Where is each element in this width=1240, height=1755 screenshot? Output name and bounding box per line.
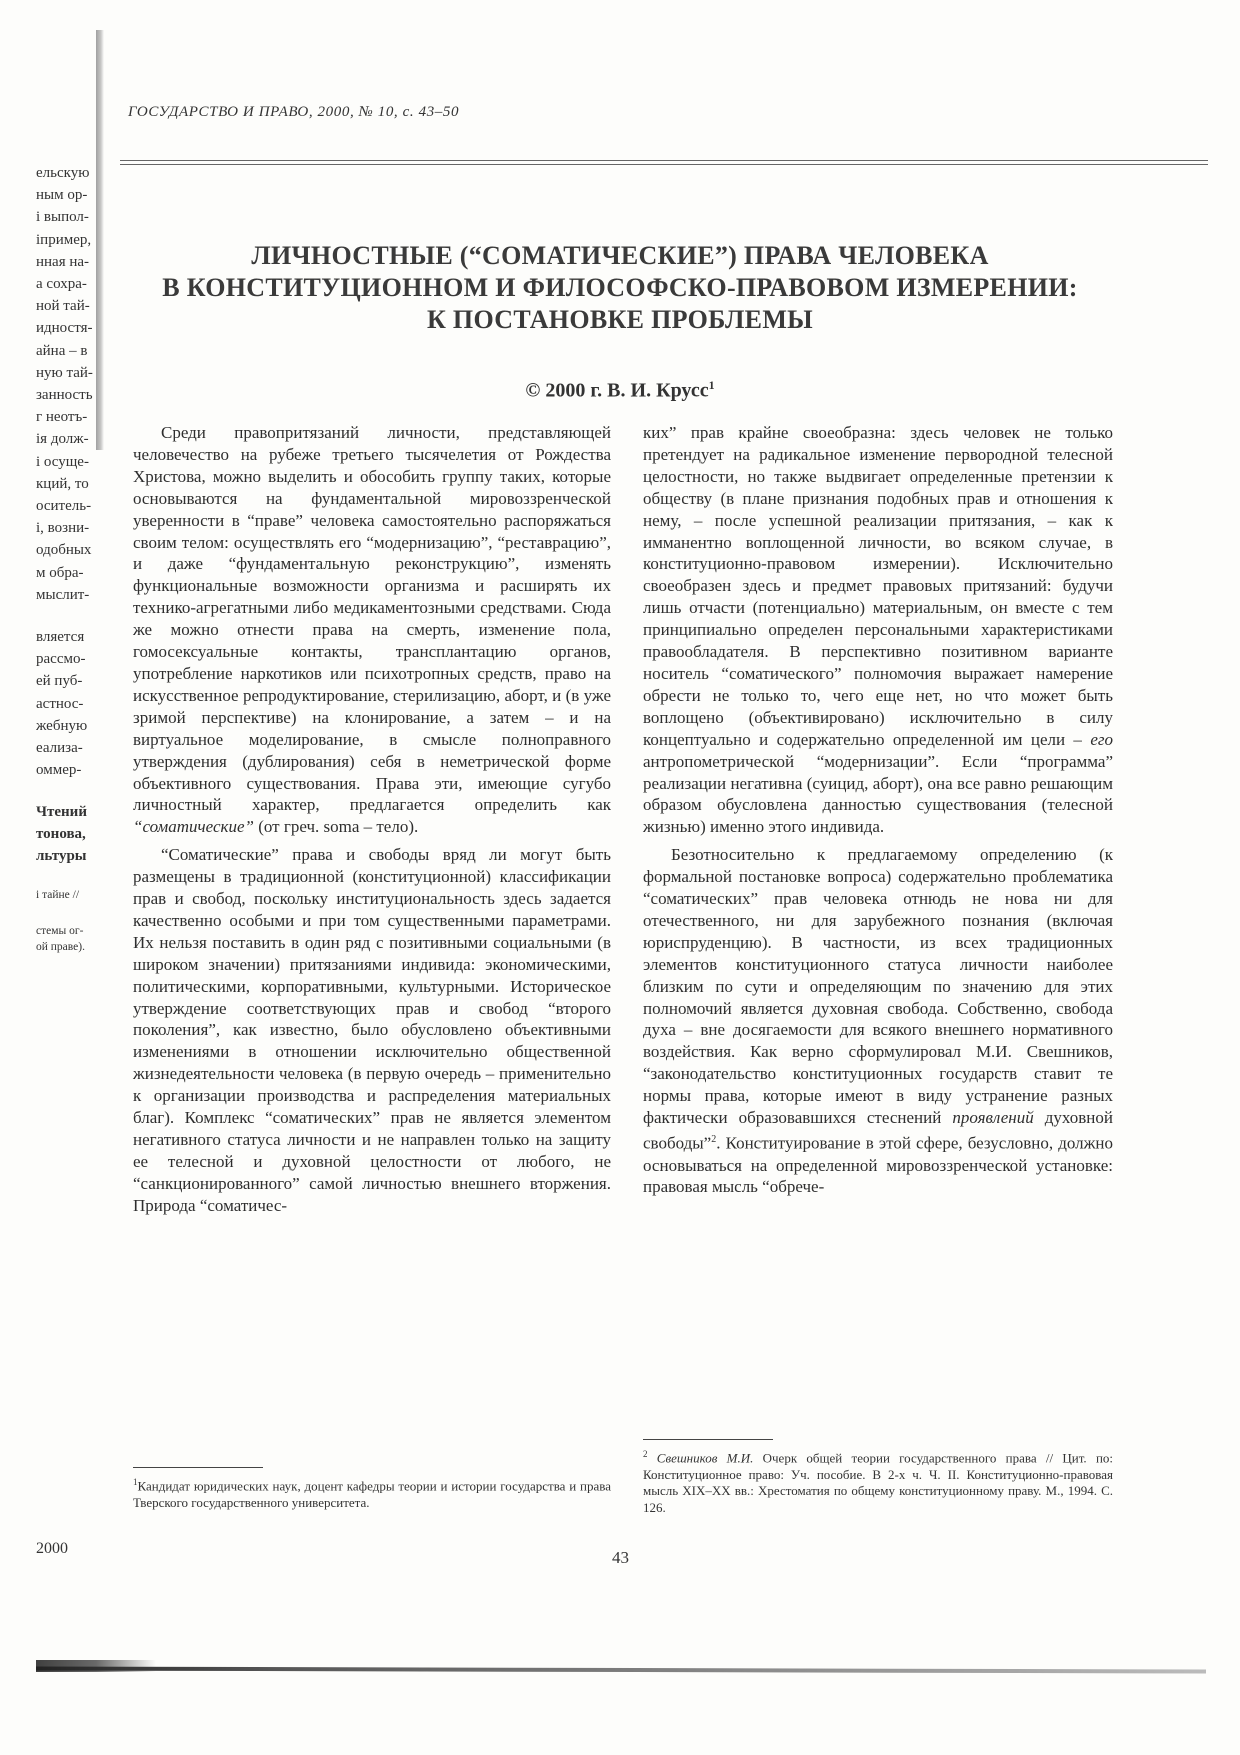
margin-fragment-line: ным ор- xyxy=(36,187,88,204)
margin-fragment-line: еализа- xyxy=(36,740,83,757)
margin-fragment-line: і выпол- xyxy=(36,209,89,226)
right-column xyxy=(643,422,1113,1198)
margin-fragment-group-2 xyxy=(36,626,106,781)
title-line-1: ЛИЧНОСТНЫЕ (“СОМАТИЧЕСКИЕ”) ПРАВА ЧЕЛОВЕКА xyxy=(251,241,989,270)
header-rule xyxy=(120,160,1208,168)
margin-fragment-line: а сохра- xyxy=(36,276,87,293)
margin-fragment-line: ной тай- xyxy=(36,298,90,315)
margin-fragment-line: ей пуб- xyxy=(36,673,83,690)
right-paragraph-2 xyxy=(643,844,1113,1198)
margin-fragment-line: ія долж- xyxy=(36,431,89,448)
left-p1-text-end: (от греч. soma – тело). xyxy=(253,817,419,837)
margin-fragment-line: і тайне // xyxy=(36,889,80,902)
footnote-1-text: Кандидат юридических наук, доцент кафедры теории и истории государства и права Тверского государственного университета. xyxy=(133,1478,611,1510)
left-column xyxy=(133,422,611,1217)
margin-fragment-line: м обра- xyxy=(36,564,84,581)
page-number: 43 xyxy=(612,1548,629,1567)
margin-fragment-line: ную тай- xyxy=(36,364,93,381)
left-paragraph-2: “Соматические” права и свободы вряд ли могут быть размещены в традиционной (конституционной) классификации прав и свобод, поскольку институциональность здесь задается качественно особыми и при том существенными параметрами. Их нельзя поставить в один ряд с позитивными социальными (в широком значении) притязаниями индивида: экономическими, политическими, корпоративными, культурными. Историческое утверждение соответствующих прав и свобод “второго поколения”, как известно, было обусловлено объективными изменениями в отношении исключительно общественной жизнедеятельности человека (в первую очередь – применительно к организации производства и распределения материальных благ). Комплекс “соматических” прав не является элементом негативного статуса личности и не направлен только на защиту ее телесной и духовной целостности от любого, не “санкционированного” самой личностью внешнего вторжения. Природа “соматичес- xyxy=(133,845,611,1215)
title-line-3: К ПОСТАНОВКЕ ПРОБЛЕМЫ xyxy=(426,305,813,334)
margin-fragment-line: занность xyxy=(36,387,93,404)
margin-fragment-line: г неотъ- xyxy=(36,409,88,426)
right-p1-italic: его xyxy=(1090,729,1113,749)
left-paragraph-1 xyxy=(133,422,611,838)
margin-fragment-line: вляется xyxy=(36,629,85,646)
article-title xyxy=(120,240,1120,336)
margin-fragment-line: ой праве). xyxy=(36,941,85,954)
running-head: ГОСУДАРСТВО И ПРАВО, 2000, № 10, с. 43–50 xyxy=(128,104,460,120)
margin-fragment-line: одобных xyxy=(36,542,92,559)
margin-fragment-line: ельскую xyxy=(36,165,90,181)
margin-fragment-line: жебную xyxy=(36,717,88,734)
margin-fragment-line: кций, то xyxy=(36,475,89,492)
margin-fragment-line: льтуры xyxy=(36,848,87,865)
margin-fragment-bold xyxy=(36,801,106,867)
footnote-rule-right xyxy=(643,1439,773,1440)
footnote-rule-left xyxy=(133,1467,263,1468)
left-margin-fragments xyxy=(36,162,106,955)
byline-text: © 2000 г. В. И. Крусс xyxy=(525,379,709,402)
left-p1-text: Среди правопритязаний личности, представляющей человечество на рубеже третьего тысячелетия от Рождества Христова, можно выделить и обособить группу таких, которые основываются на фундаментальной мировоззренческой уверенности в “праве” человека самостоятельно распоряжаться своим телом: осуществлять его “модернизацию”, “реставрацию”, и даже “фундаментальную реконструкцию”, изменять функциональные возможности организма и расширять их технико-агрегатными либо медикаментозными средствами. Сюда же можно отнести права на смерть, изменение пола, гомосексуальные контакты, трансплантацию органов, употребление наркотиков или психотропных средств, право на искусственное репродуктирование, стерилизацию, аборт, и (в уже зримой перспективе) на клонирование, а затем – и на виртуальное моделирование, в смысле полноправного утверждения (дублирования) себя в неметрической форме объективного существования. Права эти, имеющие сугубо личностный характер, предлагается определить как xyxy=(133,423,611,815)
right-p2-text-mid: духовной свободы” xyxy=(643,1108,1114,1153)
margin-fragment-line: айна – в xyxy=(36,342,88,359)
right-p2-italic: проявлений xyxy=(952,1108,1034,1128)
footnote-1 xyxy=(133,1474,611,1511)
margin-year: 2000 xyxy=(36,1540,68,1557)
right-p2-text: Безотносительно к предлагаемому определению (к формальной постановке вопроса) содержательно проблематика “соматических” прав человека отнюдь не нова ни для отечественного, ни для зарубежного познания (включая юриспруденцию). В частности, из всех традиционных элементов конституционного статуса личности наиболее близким по сути и определяющим по значению для этих полномочий является духовная свобода. Собственно, свобода духа – вне досягаемости для всякого внешнего нормативного воздействия. Как верно сформулировал М.И. Свешников, “законодательство конституционных государств ставит те нормы права, которые имеют в виду устранение разных фактически образовавшихся стеснений xyxy=(643,845,1113,1128)
margin-fragment-line: оммер- xyxy=(36,762,82,779)
scan-bottom-edge xyxy=(36,1666,1206,1673)
footnote-1-mark: 1 xyxy=(133,1477,138,1487)
margin-fragment-line: стемы ог- xyxy=(36,925,84,938)
footnote-2-author: Свешников М.И. xyxy=(656,1450,754,1466)
margin-fragment-line: рассмо- xyxy=(36,651,86,668)
margin-fragment-line: нная на- xyxy=(36,253,90,270)
footnote-2-mark: 2 xyxy=(643,1449,648,1459)
margin-fragment-small-2 xyxy=(36,923,106,955)
margin-fragment-line: і, возни- xyxy=(36,520,90,537)
margin-fragment-small xyxy=(36,887,106,903)
margin-fragment-line: і осуще- xyxy=(36,453,89,470)
margin-fragment-line: оситель- xyxy=(36,498,92,515)
right-paragraph-1 xyxy=(643,422,1113,838)
margin-fragment-line: тонова, xyxy=(36,826,86,843)
right-p2-text-end: . Конституирование в этой сфере, безусловно, должно основываться на определенной мировоззренческой установке: правовая мысль “обрече- xyxy=(643,1133,1113,1197)
footnote-2-text: Очерк общей теории государственного права // Цит. по: Конституционное право: Уч. пособие. В 2-х ч. Ч. II. Конституционно-правовая мысль XIX–XX вв.: Хрестоматия по общему конституционному праву. М., 1994. С. 126. xyxy=(643,1450,1114,1515)
byline-note-mark: 1 xyxy=(708,378,715,392)
right-p1-text-end: антропометрической “модернизации”. Если “программа” реализации негативна (суицид, аборт), она все равно решающим образом обусловлена данностью существования (телесной жизнью) именно этого индивида. xyxy=(643,751,1113,837)
margin-fragment-line: идностя- xyxy=(36,320,93,337)
margin-fragment-group-1 xyxy=(36,162,106,606)
right-p1-text: ких” прав крайне своеобразна: здесь человек не только претендует на радикальное изменение первородной телесной целостности, но также выдвигает определенные претензии к обществу (в плане признания подобных прав и отношения к нему, – после успешной реализации притязания, – как к имманентно воплощенной личности, во всяком случае, в конституционно-правовом измерении). Исключительно своеобразен здесь и предмет правовых притязаний: будучи лишь отчасти (потенциально) материальным, он вместе с тем принципиально определен персональными характеристиками правообладателя. В перспективно позитивном варианте носитель “соматического” полномочия выражает намерение обрести не только то, чего еще нет, но что может быть воплощено (объективировано) исключительно в силу концептуально и содержательно определенной им цели – xyxy=(643,423,1113,749)
footnote-2 xyxy=(643,1446,1113,1516)
left-p1-italic: “соматические” xyxy=(133,817,254,837)
right-p2-note-mark: 2 xyxy=(711,1134,717,1145)
margin-fragment-line: іпример, xyxy=(36,231,92,248)
margin-fragment-line: мыслит- xyxy=(36,586,90,603)
margin-fragment-line: астнос- xyxy=(36,695,84,712)
byline xyxy=(120,378,1120,403)
title-line-2: В КОНСТИТУЦИОННОМ И ФИЛОСОФСКО-ПРАВОВОМ ИЗМЕРЕНИИ: xyxy=(162,273,1078,302)
margin-fragment-line: Чтений xyxy=(36,804,87,821)
